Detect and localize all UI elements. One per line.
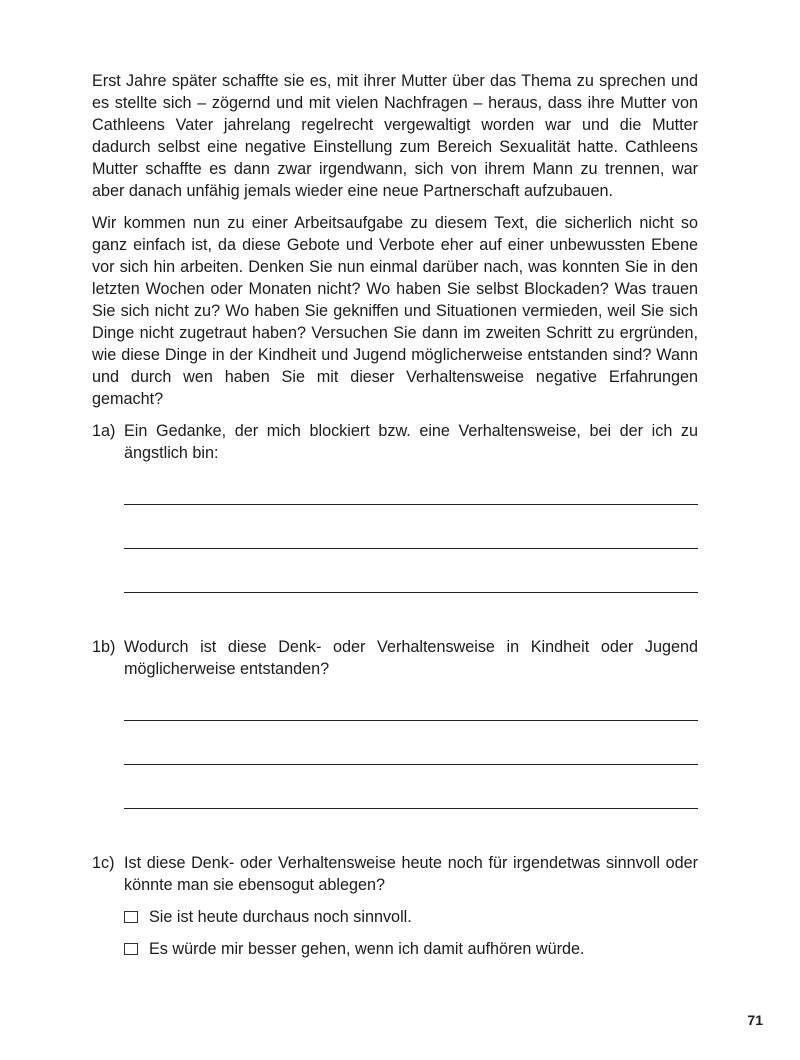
question-1b — [92, 636, 698, 680]
answer-line[interactable] — [124, 720, 698, 721]
body-paragraph: Erst Jahre später schaffte sie es, mit ihrer Mutter über das Thema zu sprechen und es stellte sich – zögernd und mit vielen Nachfragen – heraus, dass ihre Mutter von Cathleens Vater jahrelang regelrecht vergewaltigt worden war und die Mutter dadurch selbst eine negative Einstellung zum Bereich Sexualität hatte. Cathleens Mutter schaffte es dann zwar irgendwann, sich von ihrem Mann zu trennen, war aber danach unfähig jemals wieder eine neue Partnerschaft aufzubauen. — [92, 72, 698, 200]
answer-lines-1b — [124, 720, 698, 809]
option-sinnvoll — [124, 906, 698, 928]
answer-line[interactable] — [124, 592, 698, 593]
body-paragraph: Wir kommen nun zu einer Arbeitsaufgabe zu diesem Text, die sicherlich nicht so ganz einfach ist, da diese Gebote und Verbote eher auf einer unbewussten Ebene vor sich hin arbeiten. Denken Sie nun einmal darüber nach, was konnten Sie in den letzten Wochen oder Monaten nicht? Wo haben Sie selbst Blockaden? Was trauen Sie sich nicht zu? Wo haben Sie gekniffen und Situationen vermieden, weil Sie sich Dinge nicht zugetraut haben? Versuchen Sie dann im zweiten Schritt zu ergründen, wie diese Dinge in der Kindheit und Jugend möglicherweise entstanden sind? Wann und durch wen haben Sie mit dieser Verhaltensweise negative Erfahrungen gemacht? — [92, 214, 698, 408]
question-text: Wodurch ist diese Denk- oder Verhaltensweise in Kindheit oder Jugend möglicherweise entstanden? — [124, 638, 698, 678]
page-content — [92, 70, 698, 960]
checkbox[interactable] — [124, 911, 138, 923]
checkbox[interactable] — [124, 943, 138, 955]
question-1c — [92, 852, 698, 896]
question-number: 1c) — [92, 854, 115, 872]
answer-line[interactable] — [124, 504, 698, 505]
question-number: 1a) — [92, 422, 116, 440]
answer-lines-1a — [124, 504, 698, 593]
page-number: 71 — [747, 1012, 763, 1028]
question-number: 1b) — [92, 638, 116, 656]
option-aufhoeren — [124, 938, 698, 960]
answer-line[interactable] — [124, 764, 698, 765]
option-label: Sie ist heute durchaus noch sinnvoll. — [149, 908, 412, 926]
question-text: Ein Gedanke, der mich blockiert bzw. eine Verhaltensweise, bei der ich zu ängstlich bin: — [124, 422, 698, 462]
answer-line[interactable] — [124, 808, 698, 809]
question-1a — [92, 420, 698, 464]
option-label: Es würde mir besser gehen, wenn ich damit aufhören würde. — [149, 940, 585, 958]
question-text: Ist diese Denk- oder Verhaltensweise heute noch für irgendetwas sinnvoll oder könnte man sie ebensogut ablegen? — [124, 854, 698, 894]
answer-line[interactable] — [124, 548, 698, 549]
